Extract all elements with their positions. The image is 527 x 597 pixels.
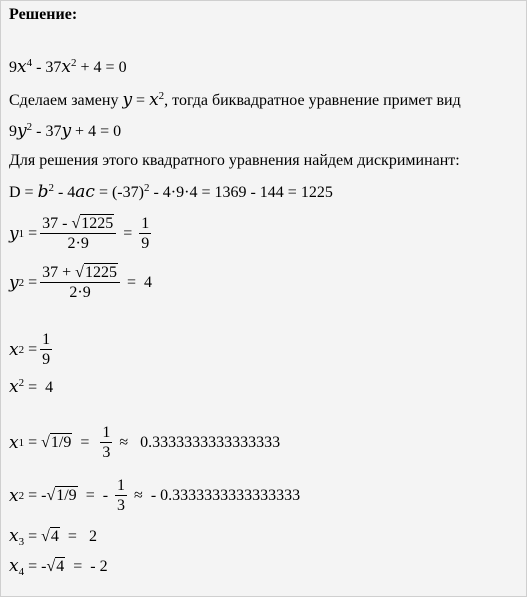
- substitution-text: Сделаем замену $y = x^2$, тогда биквадратное уравнение примет вид: [9, 90, 461, 110]
- x-squared-first-result: $\frac{1}{9}$: [42, 331, 51, 368]
- x1-root: x 1 = √1/9 = $\frac{1}{3}$ ≈ 0.3333333333333333: [9, 424, 281, 461]
- y1-fraction: $\frac{37 - √1225}{2\cdot 9}$: [40, 214, 116, 253]
- discriminant-text: Для решения этого квадратного уравнения найдем дискриминант:: [9, 152, 460, 169]
- x3-root: $x_3 = √4 = 2$: [9, 526, 97, 548]
- x2-fraction: $\frac{1}{3}$: [117, 477, 126, 514]
- y1-result: $\frac{1}{9}$: [141, 215, 150, 252]
- x-squared-second: $x^2 = 4$: [9, 377, 54, 397]
- quadratic-equation: $9y^2 - 37y + 4 = 0$: [9, 121, 122, 141]
- solution-heading: Решение:: [9, 6, 78, 23]
- x1-fraction: $\frac{1}{3}$: [102, 424, 111, 461]
- x2-root: x 2 = - √1/9 = - $\frac{1}{3}$ ≈ - 0.3333333333333333: [9, 477, 301, 514]
- y2-formula: y 2 = $\frac{37 + √1225}{2\cdot 9}$ = 4: [9, 264, 152, 301]
- discriminant-formula: $D = b^2 - 4ac = (-37)^2 - 4\cdot 9\cdot 4 = 1369 - 144 = 1225$: [9, 182, 333, 202]
- y2-fraction: $\frac{37 + √1225}{2\cdot 9}$: [40, 263, 120, 302]
- biquadratic-equation: $9x^4 - 37x^2 + 4 = 0$: [9, 57, 127, 77]
- x-squared-first: x 2 = $\frac{1}{9}$: [9, 331, 51, 368]
- y1-formula: y 1 = $\frac{37 - √1225}{2\cdot 9}$ = $\frac{1}{9}$: [9, 215, 150, 252]
- x4-root: $x_4 = -√4$ = - 2: [9, 556, 108, 578]
